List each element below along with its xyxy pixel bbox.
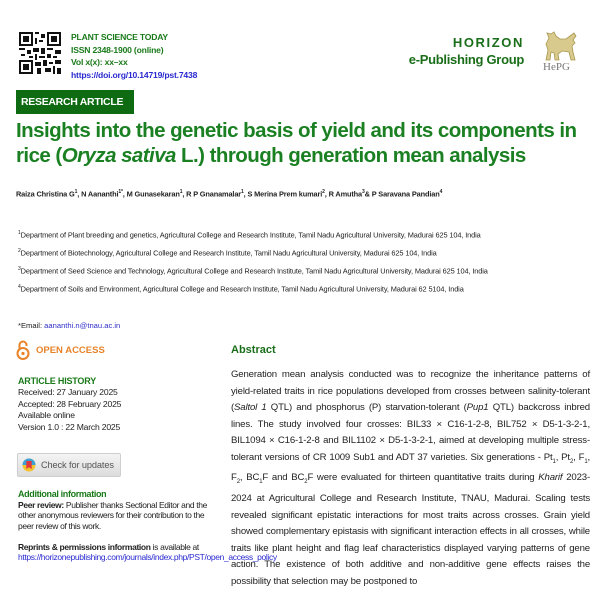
- author-affil-mark: 2: [322, 189, 325, 195]
- check-for-updates-button[interactable]: [17, 453, 121, 477]
- author-affil-mark: 1*: [118, 189, 123, 195]
- journal-issn: ISSN 2348-1900 (online): [71, 44, 164, 55]
- publisher-line2: e-Publishing Group: [408, 52, 524, 67]
- version-date: Version 1.0 : 22 March 2025: [18, 421, 121, 432]
- publisher-logo: [540, 30, 580, 76]
- affil-mark: 1: [18, 230, 21, 236]
- doi-link[interactable]: https://doi.org/10.14719/pst.7438: [71, 69, 198, 80]
- accepted-date: Accepted: 28 February 2025: [18, 398, 122, 409]
- publisher-name: [409, 35, 524, 68]
- affiliation: [18, 282, 488, 300]
- reprints-text: is available at: [150, 541, 199, 552]
- author-affil-mark: 1: [74, 189, 78, 195]
- available-online: Available online: [18, 410, 75, 421]
- affiliations: [18, 228, 488, 300]
- publisher-logo-text: HePG: [543, 61, 570, 73]
- article-history: [18, 376, 121, 433]
- article-title: [16, 118, 596, 168]
- affiliation: [18, 228, 488, 246]
- title-text-end: L.) through generation mean analysis: [175, 144, 526, 167]
- author-list: Raiza Christina $G^1$, N Aananthi$^{1*}$, M Gunasekaran$^1$, R P Gnanamalar$^1$, S Merina Prem kumari$^2$, R Amutha$^3$& P Saravana Pandian$^4$: [16, 189, 443, 199]
- open-access-label: OPEN ACCESS: [36, 344, 105, 356]
- author: N Aananthi: [81, 189, 119, 199]
- corresponding-email: [18, 321, 120, 330]
- qr-code: [19, 32, 61, 74]
- open-lock-icon: [16, 340, 30, 360]
- title-text: Insights into the genetic basis of yield and its components in rice (: [16, 119, 577, 167]
- open-access-badge: [16, 340, 105, 360]
- author-affil-mark: 1: [179, 189, 183, 195]
- additional-heading: Additional information: [18, 489, 107, 499]
- title-species: Oryza sativa: [61, 144, 176, 167]
- affil-text: Department of Soils and Environment, Agricultural College and Research Institute, Tamil Nadu Agricultural University, Madurai 62 5104, India: [20, 284, 464, 294]
- reprints-link[interactable]: https://horizonepublishing.com/journals/index.php/PST/open_access_policy: [18, 552, 277, 563]
- author: P Saravana Pandian: [371, 189, 440, 199]
- journal-volume: Vol x(x): xx–xx: [71, 57, 128, 68]
- publisher-line1: HORIZON: [452, 35, 524, 50]
- affil-mark: 2: [18, 248, 21, 254]
- author: S Merina Prem kumari: [247, 189, 323, 199]
- reprints-note: [18, 541, 277, 563]
- author-affil-mark: 3: [362, 189, 365, 195]
- author: R P Gnanamalar: [186, 189, 242, 199]
- peer-review-label: Peer review:: [18, 500, 64, 510]
- affil-text: Department of Biotechnology, Agricultural College and Research Institute, Tamil Nadu Agricultural University, Madurai 625 104, India: [20, 248, 437, 258]
- journal-name: PLANT SCIENCE TODAY: [71, 32, 168, 42]
- affiliation: [18, 246, 488, 264]
- email-label: *Email:: [18, 321, 45, 330]
- author: Raiza Christina G: [16, 189, 75, 199]
- received-date: Received: 27 January 2025: [18, 387, 118, 398]
- journal-info: [71, 31, 197, 81]
- author: R Amutha: [328, 189, 362, 199]
- author: M Gunasekaran: [126, 189, 180, 199]
- peer-review-text: Publisher thanks Sectional Editor and the other anonymous reviewers for their contribution to the peer review of this work.: [18, 500, 208, 531]
- affil-mark: 3: [18, 266, 21, 272]
- abstract-heading: Abstract: [231, 344, 276, 356]
- affil-text: Department of Plant breeding and genetics, Agricultural College and Research Institute, Tamil Nadu Agricultural University, Madurai 625 104, India: [20, 230, 481, 240]
- article-type-badge: RESEARCH ARTICLE: [16, 90, 134, 114]
- reprints-label: Reprints & permissions information: [18, 541, 151, 552]
- affiliation: [18, 264, 488, 282]
- affil-text: Department of Seed Science and Technology, Agricultural College and Research Institute, Tamil Nadu Agricultural University, Madurai 625 104, India: [20, 266, 488, 276]
- author-affil-mark: 4: [439, 189, 443, 195]
- email-link[interactable]: aananthi.n@tnau.ac.in: [44, 321, 121, 330]
- additional-information: [18, 488, 277, 563]
- history-heading: ARTICLE HISTORY: [18, 376, 97, 386]
- author-affil-mark: 1: [241, 189, 244, 195]
- check-updates-label: Check for updates: [41, 460, 114, 470]
- peer-review-note: [18, 500, 218, 531]
- abstract-body: Generation mean analysis conducted was to recognize the inheritance patterns of yield-related traits in rice populations developed from crosses between salinity-tolerant (Saltol 1 QTL) and phosphorus (P) starvation-tolerant (Pup1 QTL) backcross inbred lines. The study involved four crosses: BIL33 × C16-1-2-8, BIL752 × D5-1-3-2-1, BIL1094 × C16-1-2-8 and BIL1102 × D5-1-3-2-1, aimed at developing multiple stress-tolerant versions of CR 1009 Sub1 and ADT 37 varieties. Six generations - $Pt_1$, $Pt_2$, $F_1$, $F_2$, $BC_1F$ and $BC_2F$ were evaluated for thirteen quantitative traits during Kharif 2023-2024 at Agricultural College and Research Institute, TNAU, Madurai. Scaling tests revealed significant epistatic interactions for most traits across crosses. Grain yield showed complementary epistasis with significant interaction effects in all crosses, while traits like plant height and flag leaf characteristics displayed varying patterns of gene action. The existence of both additive and non-additive gene effects raises the possibility that selection may be postponed to: [231, 369, 591, 587]
- affil-mark: 4: [18, 284, 21, 290]
- lion-icon: [540, 30, 580, 62]
- crossmark-icon: [22, 458, 36, 472]
